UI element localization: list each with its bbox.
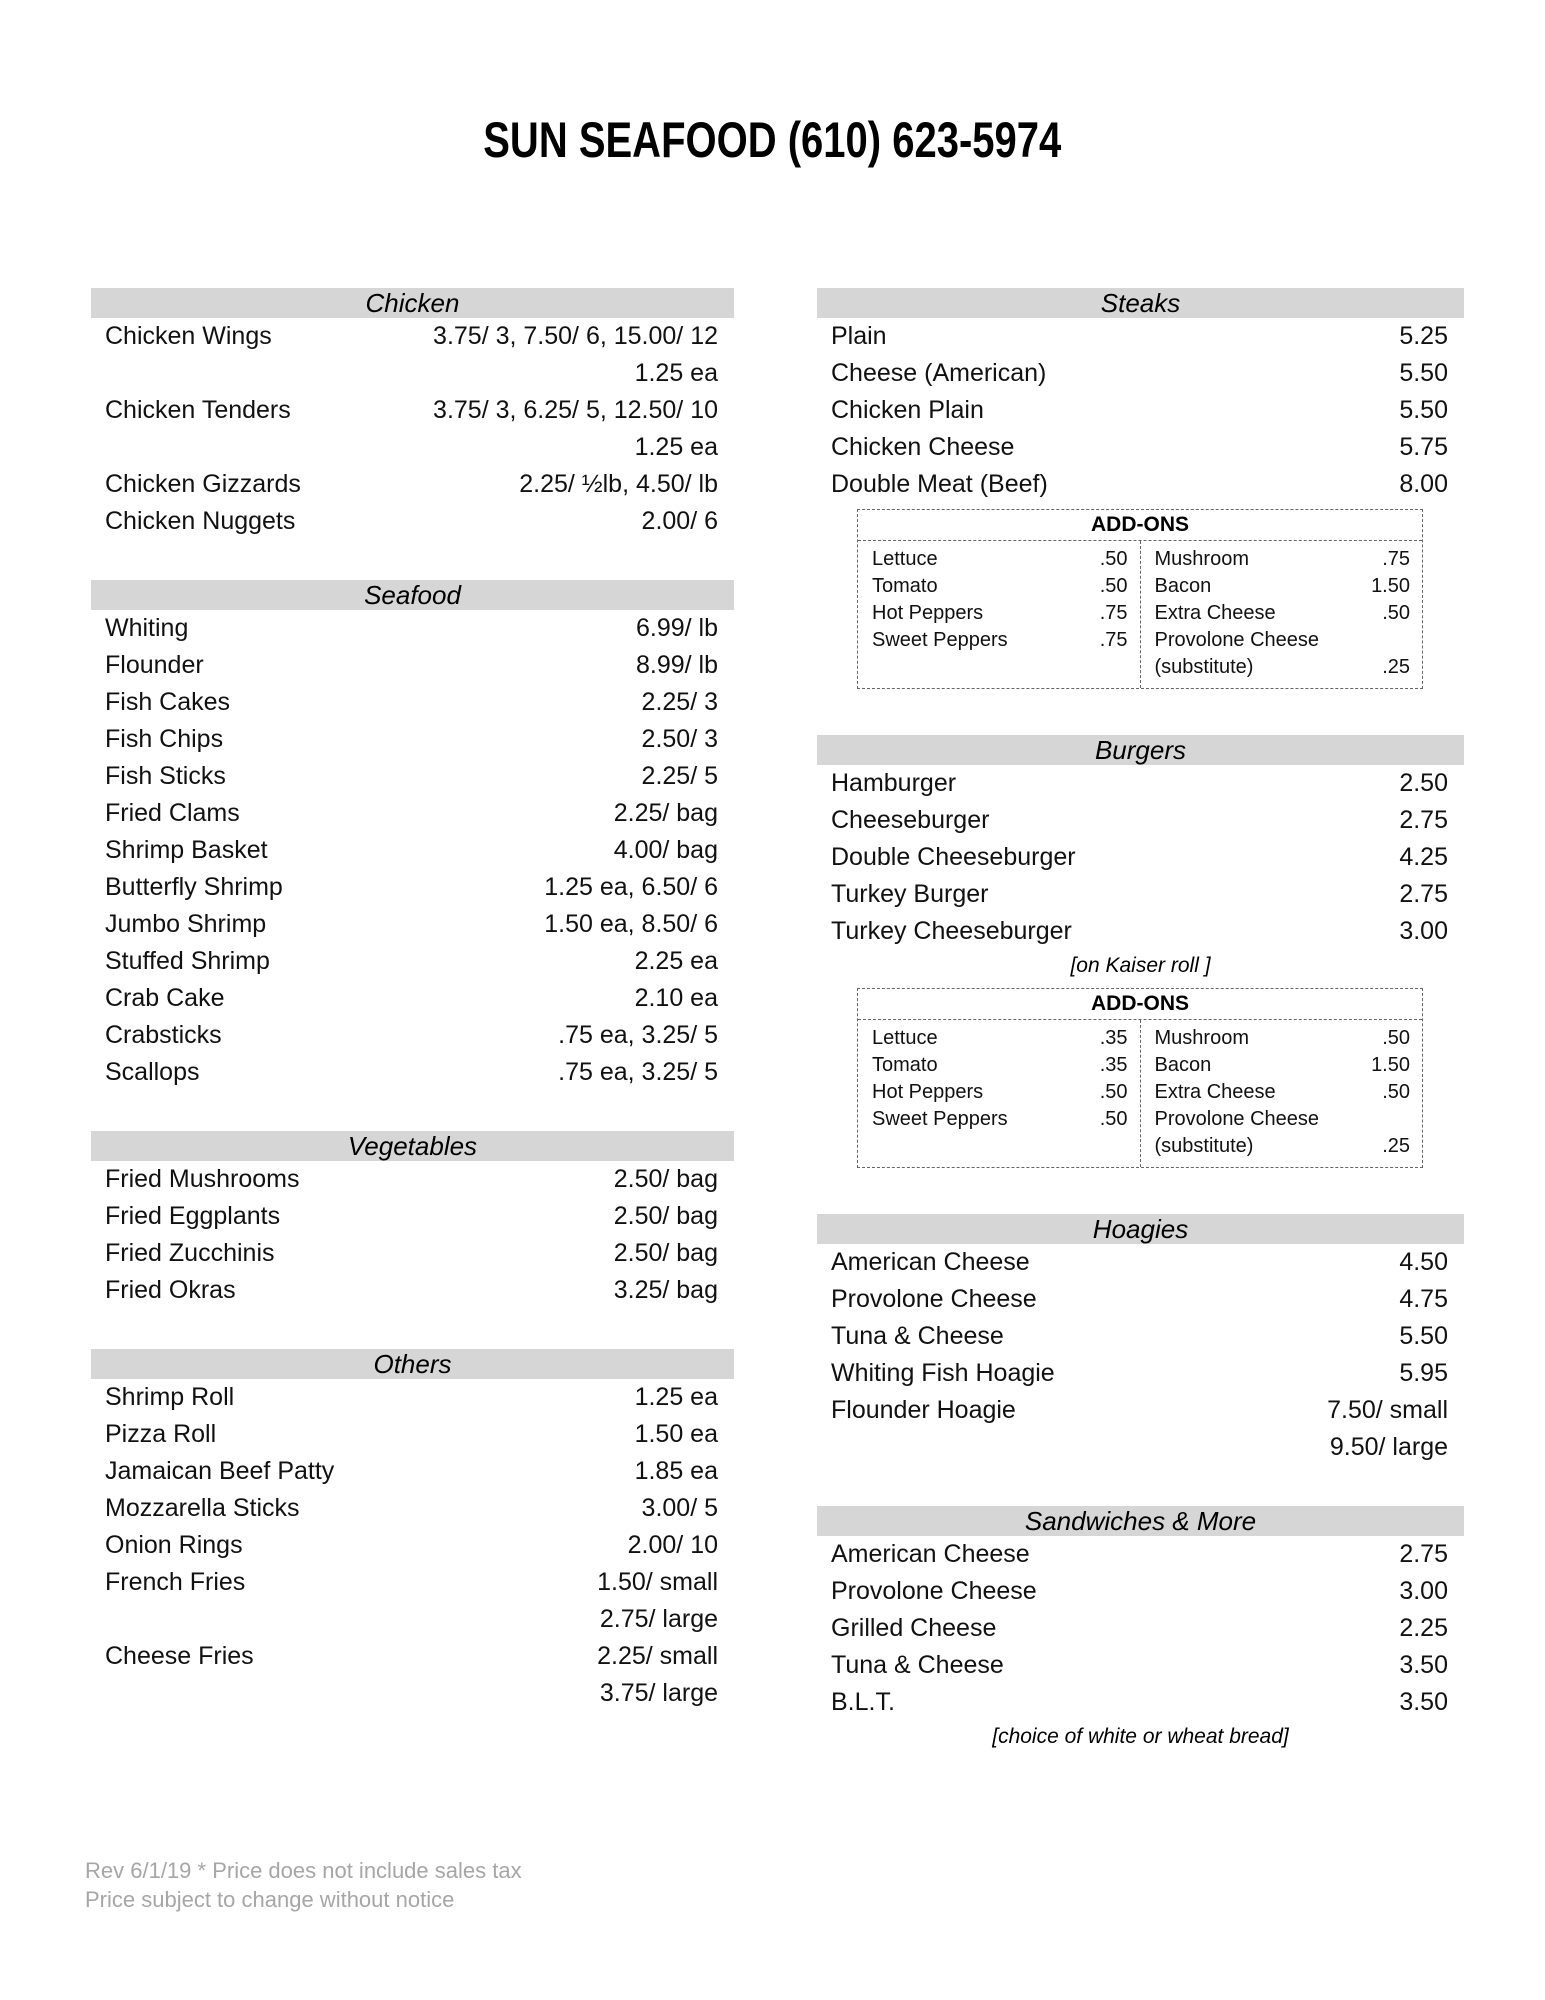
addon-row xyxy=(1155,1133,1411,1160)
section-sandwiches xyxy=(817,1506,1464,1753)
addon-name: Sweet Peppers xyxy=(872,1108,1008,1130)
addons-left-column xyxy=(858,1020,1140,1167)
section-items-chicken xyxy=(91,318,734,540)
menu-item-row xyxy=(91,795,734,832)
item-name: Chicken Gizzards xyxy=(105,470,301,498)
addon-name: (substitute) xyxy=(1154,1135,1254,1157)
item-name: Fish Cakes xyxy=(105,688,231,716)
item-name: Hamburger xyxy=(831,769,957,797)
addon-row xyxy=(872,546,1128,573)
menu-item-row xyxy=(91,1675,734,1712)
addon-name: Lettuce xyxy=(872,548,938,570)
menu-item-row xyxy=(91,684,734,721)
item-name: Provolone Cheese xyxy=(831,1285,1037,1313)
menu-item-row xyxy=(817,913,1464,950)
addon-row xyxy=(872,600,1128,627)
menu-item-row xyxy=(91,1638,734,1675)
menu-item-row xyxy=(817,1573,1464,1610)
menu-item-row xyxy=(817,1429,1464,1466)
item-price: 8.99/ lb xyxy=(635,651,718,679)
item-price: 2.75 xyxy=(1399,806,1448,834)
addon-name: (substitute) xyxy=(1154,656,1254,678)
item-price: 2.25 ea xyxy=(634,947,718,975)
item-price: 1.50 ea xyxy=(634,1420,718,1448)
item-price: 4.50 xyxy=(1399,1248,1448,1276)
menu-item-row xyxy=(91,906,734,943)
item-price: 3.00 xyxy=(1399,917,1448,945)
addon-price: .35 xyxy=(1099,1054,1128,1076)
section-header-hoagies: Hoagies xyxy=(817,1214,1464,1244)
item-name: Shrimp Basket xyxy=(105,836,268,864)
menu-item-row xyxy=(91,943,734,980)
item-price: 3.25/ bag xyxy=(613,1276,718,1304)
menu-item-row xyxy=(91,1054,734,1091)
item-price: 4.75 xyxy=(1399,1285,1448,1313)
column-left xyxy=(91,288,734,1752)
addon-price xyxy=(1319,627,1410,654)
section-steaks xyxy=(817,288,1464,503)
section-header-others: Others xyxy=(91,1349,734,1379)
item-price: 3.75/ large xyxy=(599,1679,718,1707)
item-price: 2.50/ 3 xyxy=(641,725,718,753)
menu-item-row xyxy=(91,318,734,355)
section-others xyxy=(91,1349,734,1712)
menu-item-row xyxy=(817,1244,1464,1281)
item-price: 3.00 xyxy=(1399,1577,1448,1605)
item-price: 2.25/ 3 xyxy=(641,688,718,716)
item-name: Chicken Cheese xyxy=(831,433,1015,461)
section-chicken xyxy=(91,288,734,540)
item-name: Chicken Plain xyxy=(831,396,984,424)
footer xyxy=(85,1856,522,1914)
item-price: 5.50 xyxy=(1399,396,1448,424)
item-name: Stuffed Shrimp xyxy=(105,947,270,975)
footer-line-2: Price subject to change without notice xyxy=(85,1887,455,1912)
item-price: 2.00/ 6 xyxy=(641,507,718,535)
section-header-steaks: Steaks xyxy=(817,288,1464,318)
addon-price xyxy=(1319,1106,1410,1133)
addons-header: ADD-ONS xyxy=(858,510,1422,541)
item-name: Double Cheeseburger xyxy=(831,843,1076,871)
item-price: 5.50 xyxy=(1399,359,1448,387)
item-name: Jumbo Shrimp xyxy=(105,910,267,938)
item-price: 4.00/ bag xyxy=(613,836,718,864)
item-name: Whiting Fish Hoagie xyxy=(831,1359,1055,1387)
addon-price: .75 xyxy=(1099,629,1128,651)
item-name: Scallops xyxy=(105,1058,200,1086)
item-name: Fried Okras xyxy=(105,1276,236,1304)
item-price: 2.00/ 10 xyxy=(627,1531,718,1559)
item-price: 2.25/ bag xyxy=(613,799,718,827)
addon-row xyxy=(872,573,1128,600)
section-note: [choice of white or wheat bread] xyxy=(992,1725,1289,1748)
menu-item-row xyxy=(91,1564,734,1601)
item-price: 3.50 xyxy=(1399,1651,1448,1679)
menu-item-row xyxy=(817,1318,1464,1355)
addon-name: Extra Cheese xyxy=(1154,602,1276,624)
menu-item-row xyxy=(91,355,734,392)
addons-right-column xyxy=(1140,1020,1423,1167)
addon-row xyxy=(872,1052,1128,1079)
section-items-burgers xyxy=(817,765,1464,950)
item-price: 2.75 xyxy=(1399,880,1448,908)
item-name: Pizza Roll xyxy=(105,1420,217,1448)
addon-row xyxy=(1155,600,1411,627)
item-price: 6.99/ lb xyxy=(635,614,718,642)
menu-item-row xyxy=(91,1416,734,1453)
addon-row xyxy=(872,1106,1128,1133)
menu-item-row xyxy=(91,1527,734,1564)
menu-item-row xyxy=(817,1392,1464,1429)
item-price: 2.75 xyxy=(1399,1540,1448,1568)
item-price: 2.25/ small xyxy=(597,1642,718,1670)
item-name: Cheese Fries xyxy=(105,1642,254,1670)
menu-item-row xyxy=(91,429,734,466)
addons-box-burgers xyxy=(857,988,1423,1168)
item-price: 1.25 ea xyxy=(634,433,718,461)
section-header-seafood: Seafood xyxy=(91,580,734,610)
addons-header: ADD-ONS xyxy=(858,989,1422,1020)
item-price: 2.25/ ½lb, 4.50/ lb xyxy=(519,470,718,498)
menu-item-row xyxy=(817,355,1464,392)
menu-item-row xyxy=(91,832,734,869)
menu-item-row xyxy=(91,503,734,540)
menu-item-row xyxy=(817,1536,1464,1573)
addon-row xyxy=(1155,546,1411,573)
item-name: American Cheese xyxy=(831,1540,1030,1568)
addon-row xyxy=(1155,573,1411,600)
item-price: 2.25/ 5 xyxy=(641,762,718,790)
section-header-vegetables: Vegetables xyxy=(91,1131,734,1161)
menu-item-row xyxy=(91,466,734,503)
item-name: Crabsticks xyxy=(105,1021,222,1049)
addon-name: Hot Peppers xyxy=(872,602,984,624)
item-name: Shrimp Roll xyxy=(105,1383,235,1411)
item-price: 1.85 ea xyxy=(634,1457,718,1485)
item-price: 3.50 xyxy=(1399,1688,1448,1716)
menu-item-row xyxy=(817,1610,1464,1647)
menu-item-row xyxy=(91,1601,734,1638)
item-name: Turkey Cheeseburger xyxy=(831,917,1072,945)
item-price: 1.50/ small xyxy=(597,1568,718,1596)
section-items-vegetables xyxy=(91,1161,734,1309)
item-price: 3.00/ 5 xyxy=(641,1494,718,1522)
item-price: 2.50/ bag xyxy=(613,1239,718,1267)
item-name: Whiting xyxy=(105,614,189,642)
menu-item-row xyxy=(91,1198,734,1235)
section-note: [on Kaiser roll ] xyxy=(1070,954,1211,977)
addon-price: .75 xyxy=(1382,548,1410,570)
section-header-sandwiches: Sandwiches & More xyxy=(817,1506,1464,1536)
menu-item-row xyxy=(91,610,734,647)
addon-price: .35 xyxy=(1099,1027,1128,1049)
item-name: Provolone Cheese xyxy=(831,1577,1037,1605)
addon-row xyxy=(872,627,1128,654)
page-title-text: SUN SEAFOOD (610) 623-5974 xyxy=(483,112,1062,168)
addon-name: Lettuce xyxy=(872,1027,938,1049)
section-items-seafood xyxy=(91,610,734,1091)
item-name: Mozzarella Sticks xyxy=(105,1494,300,1522)
item-price: 4.25 xyxy=(1399,843,1448,871)
menu-item-row xyxy=(91,1379,734,1416)
addon-name: Sweet Peppers xyxy=(872,629,1008,651)
item-name: Fish Sticks xyxy=(105,762,226,790)
section-hoagies xyxy=(817,1214,1464,1466)
menu-item-row xyxy=(817,1684,1464,1721)
menu-item-row xyxy=(817,318,1464,355)
addon-row xyxy=(1155,1106,1411,1133)
menu-item-row xyxy=(91,647,734,684)
menu-item-row xyxy=(817,429,1464,466)
menu-item-row xyxy=(91,392,734,429)
item-name: Grilled Cheese xyxy=(831,1614,997,1642)
item-price: 1.25 ea xyxy=(634,359,718,387)
addon-price: .50 xyxy=(1382,1027,1410,1049)
addon-row xyxy=(1155,627,1411,654)
item-name: Cheeseburger xyxy=(831,806,990,834)
addons-body xyxy=(858,1020,1422,1167)
item-name: Tuna & Cheese xyxy=(831,1651,1004,1679)
item-price: 5.75 xyxy=(1399,433,1448,461)
addon-price: .50 xyxy=(1099,575,1128,597)
item-price: 3.75/ 3, 7.50/ 6, 15.00/ 12 xyxy=(433,322,718,350)
section-header-burgers: Burgers xyxy=(817,735,1464,765)
addon-row xyxy=(872,1025,1128,1052)
item-name: Butterfly Shrimp xyxy=(105,873,283,901)
item-price: 5.95 xyxy=(1399,1359,1448,1387)
section-items-sandwiches xyxy=(817,1536,1464,1721)
item-price: 9.50/ large xyxy=(1329,1433,1448,1461)
item-price: 5.25 xyxy=(1399,322,1448,350)
item-name: French Fries xyxy=(105,1568,246,1596)
item-name: Cheese (American) xyxy=(831,359,1047,387)
item-price: 1.25 ea, 6.50/ 6 xyxy=(544,873,718,901)
menu-item-row xyxy=(817,1647,1464,1684)
section-burgers xyxy=(817,735,1464,982)
addon-row xyxy=(1155,1079,1411,1106)
item-price: 1.25 ea xyxy=(634,1383,718,1411)
menu-item-row xyxy=(91,980,734,1017)
footer-line-1: Rev 6/1/19 * Price does not include sales tax xyxy=(85,1858,522,1883)
menu-item-row xyxy=(91,869,734,906)
item-price: .75 ea, 3.25/ 5 xyxy=(558,1058,718,1086)
section-items-hoagies xyxy=(817,1244,1464,1466)
addon-row xyxy=(872,1079,1128,1106)
menu-item-row xyxy=(817,466,1464,503)
item-price: 5.50 xyxy=(1399,1322,1448,1350)
addons-body xyxy=(858,541,1422,688)
addon-name: Hot Peppers xyxy=(872,1081,984,1103)
menu-item-row xyxy=(91,1235,734,1272)
item-name: Fried Eggplants xyxy=(105,1202,281,1230)
addon-name: Bacon xyxy=(1154,575,1212,597)
item-name: Fish Chips xyxy=(105,725,224,753)
menu-item-row xyxy=(91,758,734,795)
item-name: Tuna & Cheese xyxy=(831,1322,1004,1350)
menu-item-row xyxy=(817,765,1464,802)
addon-name: Tomato xyxy=(872,1054,938,1076)
addon-price: .50 xyxy=(1382,602,1410,624)
item-price: 8.00 xyxy=(1399,470,1448,498)
item-price: 2.25 xyxy=(1399,1614,1448,1642)
item-name: Double Meat (Beef) xyxy=(831,470,1048,498)
item-name: Chicken Nuggets xyxy=(105,507,296,535)
addon-price: .50 xyxy=(1099,548,1128,570)
item-price: 2.75/ large xyxy=(599,1605,718,1633)
addon-name: Provolone Cheese xyxy=(1154,629,1320,651)
addon-name: Extra Cheese xyxy=(1154,1081,1276,1103)
menu-item-row xyxy=(817,1281,1464,1318)
menu-item-row xyxy=(91,1161,734,1198)
item-price: 2.10 ea xyxy=(634,984,718,1012)
item-name: Crab Cake xyxy=(105,984,225,1012)
item-name: Fried Zucchinis xyxy=(105,1239,275,1267)
addons-left-column xyxy=(858,541,1140,688)
addon-row xyxy=(1155,654,1411,681)
menu-item-row xyxy=(91,1490,734,1527)
item-name: Flounder Hoagie xyxy=(831,1396,1016,1424)
addon-price: .50 xyxy=(1382,1081,1410,1103)
menu-item-row xyxy=(817,839,1464,876)
menu-item-row xyxy=(817,802,1464,839)
item-name: Fried Clams xyxy=(105,799,240,827)
item-price: 2.50 xyxy=(1399,769,1448,797)
addons-box-steaks xyxy=(857,509,1423,689)
addon-price: 1.50 xyxy=(1371,1054,1410,1076)
addon-name: Mushroom xyxy=(1154,548,1249,570)
menu-item-row xyxy=(817,392,1464,429)
addon-price: .50 xyxy=(1099,1081,1128,1103)
item-name: Turkey Burger xyxy=(831,880,989,908)
addon-row xyxy=(1155,1025,1411,1052)
item-name: Fried Mushrooms xyxy=(105,1165,300,1193)
item-name: Chicken Tenders xyxy=(105,396,291,424)
addon-row xyxy=(1155,1052,1411,1079)
menu-item-row xyxy=(91,1017,734,1054)
addon-price: .50 xyxy=(1099,1108,1128,1130)
item-price: 2.50/ bag xyxy=(613,1202,718,1230)
addon-price: .25 xyxy=(1382,1135,1410,1157)
item-price: 7.50/ small xyxy=(1327,1396,1448,1424)
menu-item-row xyxy=(91,721,734,758)
column-right xyxy=(817,288,1464,1793)
addon-name: Provolone Cheese xyxy=(1154,1108,1320,1130)
section-items-others xyxy=(91,1379,734,1712)
section-header-chicken: Chicken xyxy=(91,288,734,318)
menu-item-row xyxy=(817,1355,1464,1392)
menu-item-row xyxy=(817,876,1464,913)
menu-item-row xyxy=(91,1453,734,1490)
addon-price: .75 xyxy=(1099,602,1128,624)
item-price: 2.50/ bag xyxy=(613,1165,718,1193)
page-title xyxy=(0,110,1545,170)
addon-name: Tomato xyxy=(872,575,938,597)
item-name: Onion Rings xyxy=(105,1531,243,1559)
item-name: American Cheese xyxy=(831,1248,1030,1276)
addon-price: .25 xyxy=(1382,656,1410,678)
item-price: .75 ea, 3.25/ 5 xyxy=(558,1021,718,1049)
menu-item-row xyxy=(91,1272,734,1309)
section-vegetables xyxy=(91,1131,734,1309)
item-name: Flounder xyxy=(105,651,204,679)
addon-name: Mushroom xyxy=(1154,1027,1249,1049)
item-price: 1.50 ea, 8.50/ 6 xyxy=(544,910,718,938)
item-name: Chicken Wings xyxy=(105,322,272,350)
item-name: B.L.T. xyxy=(831,1688,895,1716)
section-seafood xyxy=(91,580,734,1091)
item-name: Plain xyxy=(831,322,887,350)
addon-price: 1.50 xyxy=(1371,575,1410,597)
section-items-steaks xyxy=(817,318,1464,503)
item-name: Jamaican Beef Patty xyxy=(105,1457,335,1485)
addons-right-column xyxy=(1140,541,1423,688)
addon-name: Bacon xyxy=(1154,1054,1212,1076)
item-price: 3.75/ 3, 6.25/ 5, 12.50/ 10 xyxy=(433,396,718,424)
